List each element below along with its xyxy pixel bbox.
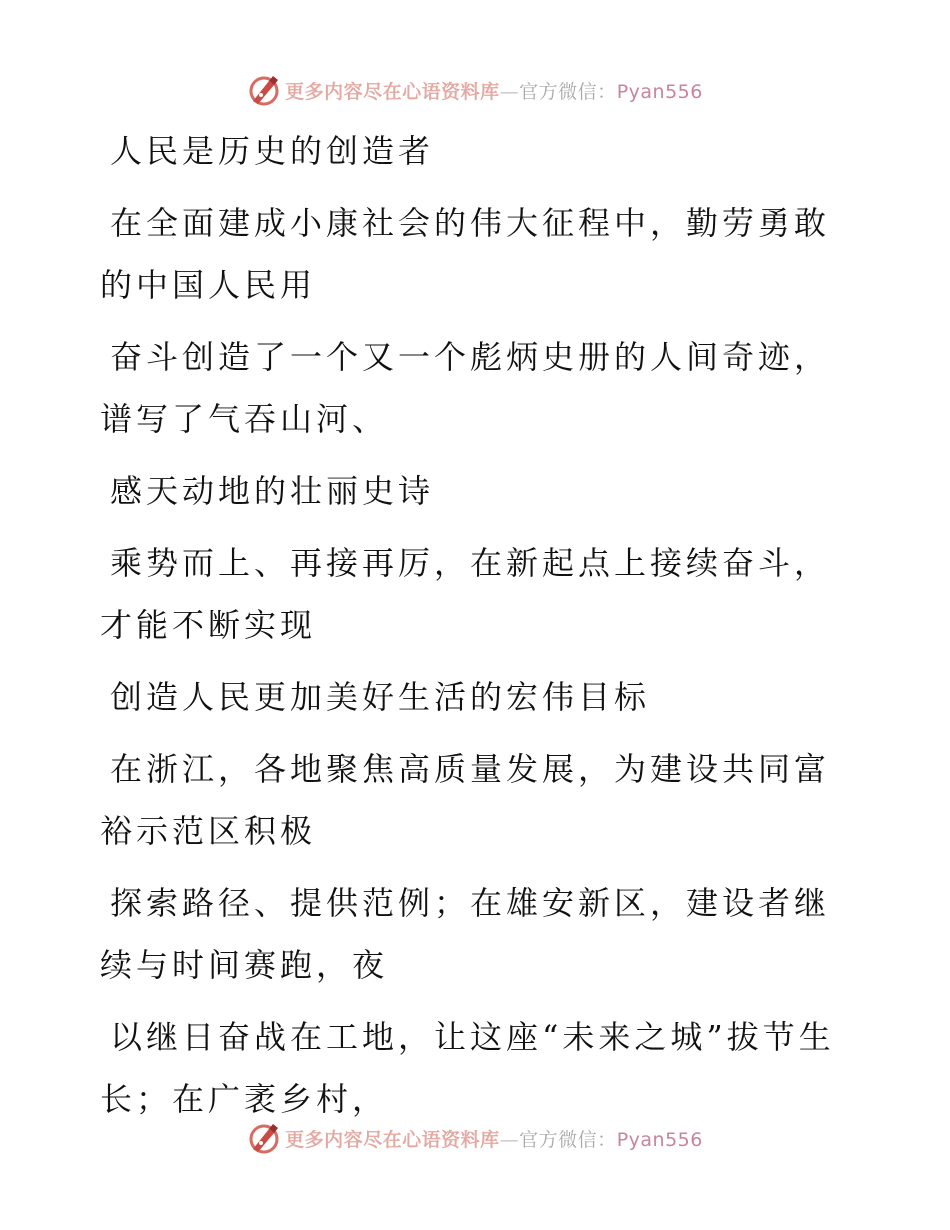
pen-nib-logo-icon bbox=[247, 1121, 281, 1155]
paragraph-6: 创造人民更加美好生活的宏伟目标 bbox=[110, 678, 651, 716]
paragraph-3: 奋斗创造了一个又一个彪炳史册的人间奇迹，谱写了气吞山河、 bbox=[100, 338, 831, 438]
paragraph-5: 乘势而上、再接再厉，在新起点上接续奋斗，才能不断实现 bbox=[100, 544, 831, 644]
paragraph-8: 探索路径、提供范例；在雄安新区，建设者继续与时间赛跑，夜 bbox=[100, 884, 831, 984]
paragraph-7: 在浙江，各地聚焦高质量发展，为建设共同富裕示范区积极 bbox=[100, 750, 831, 850]
watermark-wechat-id: Pyan556 bbox=[616, 80, 703, 103]
pen-nib-logo-icon bbox=[247, 73, 281, 107]
watermark-text bbox=[285, 1125, 703, 1152]
watermark-dash: — bbox=[499, 1128, 520, 1151]
paragraph-1: 人民是历史的创造者 bbox=[110, 132, 435, 170]
watermark-brand: 更多内容尽在心语资料库 bbox=[285, 80, 500, 103]
watermark-wechat-label: 官方微信： bbox=[519, 80, 617, 103]
watermark-dash: — bbox=[499, 80, 520, 103]
footer-watermark bbox=[0, 1118, 950, 1158]
paragraph-2: 在全面建成小康社会的伟大征程中，勤劳勇敢的中国人民用 bbox=[100, 204, 831, 304]
paragraph-9: 以继日奋战在工地，让这座“未来之城”拔节生长；在广袤乡村， bbox=[100, 1018, 835, 1118]
watermark-text bbox=[285, 77, 703, 104]
watermark-wechat-id: Pyan556 bbox=[616, 1128, 703, 1151]
watermark-wechat-label: 官方微信： bbox=[519, 1128, 617, 1151]
document-body bbox=[100, 120, 835, 1140]
watermark-brand: 更多内容尽在心语资料库 bbox=[285, 1128, 500, 1151]
paragraph-4: 感天动地的壮丽史诗 bbox=[110, 472, 435, 510]
header-watermark bbox=[0, 70, 950, 110]
